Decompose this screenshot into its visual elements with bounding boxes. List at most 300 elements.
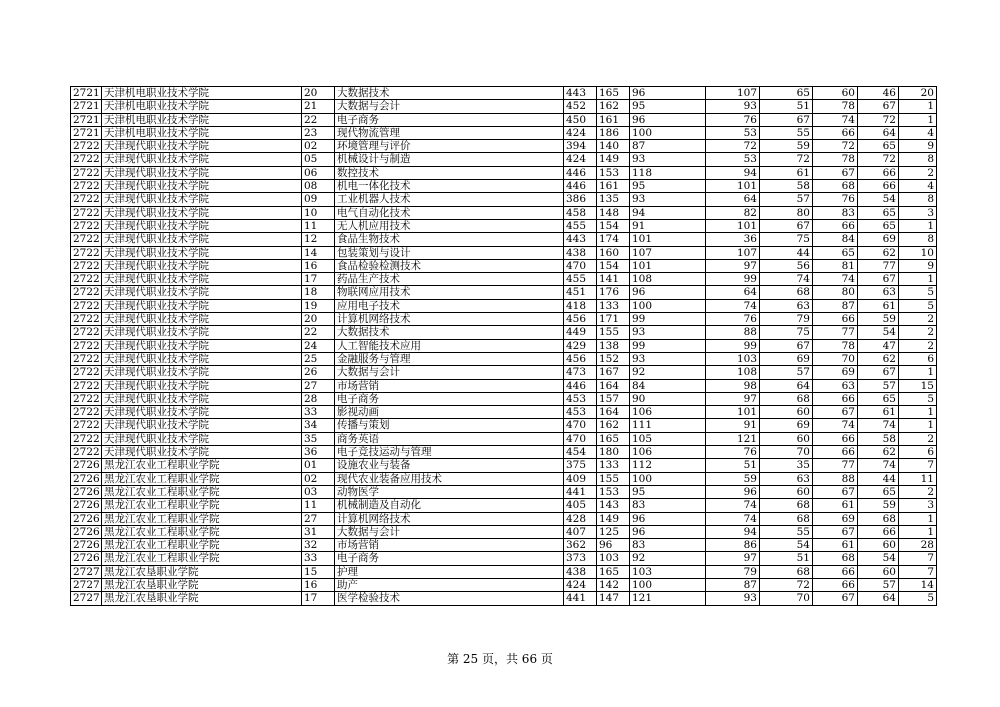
cell-major-name: 现代农业装备应用技术 <box>335 472 564 485</box>
table-row <box>71 273 937 286</box>
cell-score-total: 451 <box>564 286 597 299</box>
cell-score-a: 153 <box>597 166 630 179</box>
cell-score-c: 53 <box>706 153 760 166</box>
cell-major-name: 金融服务与管理 <box>335 352 564 365</box>
cell-score-d: 64 <box>760 379 813 392</box>
cell-score-f: 67 <box>858 273 899 286</box>
cell-score-b: 99 <box>630 339 706 352</box>
cell-major-code: 20 <box>302 87 335 100</box>
table-row <box>71 432 937 445</box>
cell-score-c: 107 <box>706 87 760 100</box>
cell-major-name: 大数据技术 <box>335 326 564 339</box>
cell-count: 1 <box>899 366 937 379</box>
cell-score-e: 63 <box>813 379 858 392</box>
cell-count: 11 <box>899 472 937 485</box>
cell-school-name: 黑龙江农业工程职业学院 <box>102 539 302 552</box>
cell-count: 5 <box>899 299 937 312</box>
cell-major-name: 食品生物技术 <box>335 233 564 246</box>
cell-count: 9 <box>899 259 937 272</box>
cell-score-a: 147 <box>597 592 630 605</box>
cell-score-e: 74 <box>813 273 858 286</box>
cell-score-e: 78 <box>813 153 858 166</box>
cell-score-e: 65 <box>813 246 858 259</box>
cell-count: 15 <box>899 379 937 392</box>
cell-score-f: 62 <box>858 352 899 365</box>
cell-school-code: 2722 <box>71 286 102 299</box>
cell-score-b: 99 <box>630 313 706 326</box>
cell-count: 2 <box>899 326 937 339</box>
cell-major-name: 传播与策划 <box>335 419 564 432</box>
cell-score-total: 438 <box>564 565 597 578</box>
cell-score-total: 456 <box>564 352 597 365</box>
cell-score-d: 67 <box>760 113 813 126</box>
cell-score-b: 96 <box>630 512 706 525</box>
cell-school-name: 天津现代职业技术学院 <box>102 379 302 392</box>
cell-score-f: 47 <box>858 339 899 352</box>
cell-score-b: 118 <box>630 166 706 179</box>
cell-score-f: 77 <box>858 259 899 272</box>
cell-school-code: 2722 <box>71 193 102 206</box>
table-row <box>71 286 937 299</box>
cell-score-c: 87 <box>706 578 760 591</box>
cell-school-name: 黑龙江农业工程职业学院 <box>102 459 302 472</box>
cell-score-f: 59 <box>858 313 899 326</box>
cell-school-name: 天津现代职业技术学院 <box>102 286 302 299</box>
cell-score-c: 82 <box>706 206 760 219</box>
cell-score-b: 91 <box>630 219 706 232</box>
cell-score-d: 55 <box>760 525 813 538</box>
cell-score-d: 68 <box>760 512 813 525</box>
cell-major-code: 06 <box>302 166 335 179</box>
cell-count: 1 <box>899 419 937 432</box>
cell-score-c: 91 <box>706 419 760 432</box>
cell-score-f: 57 <box>858 379 899 392</box>
cell-major-code: 21 <box>302 100 335 113</box>
cell-major-name: 计算机网络技术 <box>335 512 564 525</box>
cell-score-d: 68 <box>760 286 813 299</box>
cell-score-b: 93 <box>630 153 706 166</box>
cell-score-d: 63 <box>760 299 813 312</box>
cell-score-c: 121 <box>706 432 760 445</box>
table-row <box>71 525 937 538</box>
cell-score-e: 68 <box>813 552 858 565</box>
cell-score-b: 96 <box>630 87 706 100</box>
cell-score-d: 72 <box>760 153 813 166</box>
cell-score-e: 66 <box>813 565 858 578</box>
table-row <box>71 499 937 512</box>
cell-score-a: 154 <box>597 259 630 272</box>
cell-score-d: 35 <box>760 459 813 472</box>
cell-school-name: 天津现代职业技术学院 <box>102 273 302 286</box>
cell-score-a: 165 <box>597 432 630 445</box>
cell-school-name: 天津现代职业技术学院 <box>102 406 302 419</box>
cell-score-e: 72 <box>813 140 858 153</box>
cell-score-a: 148 <box>597 206 630 219</box>
cell-major-code: 35 <box>302 432 335 445</box>
cell-major-name: 医学检验技术 <box>335 592 564 605</box>
cell-major-name: 药品生产技术 <box>335 273 564 286</box>
cell-score-c: 108 <box>706 366 760 379</box>
cell-score-a: 164 <box>597 406 630 419</box>
cell-score-d: 69 <box>760 352 813 365</box>
cell-major-name: 包装策划与设计 <box>335 246 564 259</box>
cell-major-name: 大数据与会计 <box>335 366 564 379</box>
cell-score-d: 68 <box>760 392 813 405</box>
cell-school-name: 黑龙江农垦职业学院 <box>102 592 302 605</box>
cell-score-e: 74 <box>813 419 858 432</box>
cell-score-c: 74 <box>706 512 760 525</box>
cell-score-d: 60 <box>760 432 813 445</box>
cell-score-total: 443 <box>564 233 597 246</box>
cell-score-a: 140 <box>597 140 630 153</box>
cell-school-name: 天津现代职业技术学院 <box>102 392 302 405</box>
cell-count: 7 <box>899 565 937 578</box>
cell-school-name: 天津现代职业技术学院 <box>102 166 302 179</box>
table-row <box>71 140 937 153</box>
cell-score-c: 79 <box>706 565 760 578</box>
cell-count: 6 <box>899 446 937 459</box>
cell-school-code: 2722 <box>71 273 102 286</box>
cell-score-c: 99 <box>706 339 760 352</box>
cell-score-d: 60 <box>760 406 813 419</box>
cell-score-a: 143 <box>597 499 630 512</box>
cell-score-d: 79 <box>760 313 813 326</box>
cell-school-code: 2727 <box>71 592 102 605</box>
cell-count: 6 <box>899 352 937 365</box>
cell-score-a: 96 <box>597 539 630 552</box>
table-row <box>71 406 937 419</box>
cell-score-f: 61 <box>858 406 899 419</box>
cell-score-b: 90 <box>630 392 706 405</box>
cell-school-code: 2727 <box>71 565 102 578</box>
cell-score-e: 69 <box>813 512 858 525</box>
cell-school-code: 2722 <box>71 206 102 219</box>
cell-school-code: 2722 <box>71 299 102 312</box>
cell-score-e: 66 <box>813 313 858 326</box>
cell-score-c: 51 <box>706 459 760 472</box>
cell-score-a: 152 <box>597 352 630 365</box>
cell-school-code: 2722 <box>71 339 102 352</box>
cell-score-b: 108 <box>630 273 706 286</box>
cell-major-name: 电子商务 <box>335 113 564 126</box>
cell-score-total: 470 <box>564 432 597 445</box>
table-row <box>71 153 937 166</box>
cell-score-c: 97 <box>706 552 760 565</box>
cell-score-b: 106 <box>630 446 706 459</box>
cell-score-e: 78 <box>813 100 858 113</box>
cell-score-c: 98 <box>706 379 760 392</box>
cell-school-code: 2726 <box>71 485 102 498</box>
cell-score-e: 74 <box>813 113 858 126</box>
cell-school-code: 2722 <box>71 259 102 272</box>
cell-school-name: 天津现代职业技术学院 <box>102 193 302 206</box>
cell-score-a: 153 <box>597 485 630 498</box>
cell-score-f: 60 <box>858 565 899 578</box>
cell-count: 2 <box>899 313 937 326</box>
cell-score-total: 446 <box>564 166 597 179</box>
cell-score-f: 67 <box>858 100 899 113</box>
cell-school-code: 2722 <box>71 379 102 392</box>
table-row <box>71 565 937 578</box>
cell-major-code: 05 <box>302 153 335 166</box>
cell-score-total: 373 <box>564 552 597 565</box>
cell-major-code: 16 <box>302 259 335 272</box>
cell-count: 14 <box>899 578 937 591</box>
cell-count: 1 <box>899 406 937 419</box>
cell-score-c: 64 <box>706 286 760 299</box>
cell-school-name: 天津现代职业技术学院 <box>102 366 302 379</box>
table-row <box>71 100 937 113</box>
cell-count: 2 <box>899 432 937 445</box>
cell-count: 1 <box>899 219 937 232</box>
cell-school-name: 黑龙江农业工程职业学院 <box>102 472 302 485</box>
cell-score-c: 86 <box>706 539 760 552</box>
cell-major-name: 人工智能技术应用 <box>335 339 564 352</box>
cell-major-code: 08 <box>302 180 335 193</box>
cell-score-c: 101 <box>706 219 760 232</box>
cell-school-code: 2726 <box>71 539 102 552</box>
cell-score-e: 67 <box>813 525 858 538</box>
cell-score-a: 133 <box>597 299 630 312</box>
cell-score-e: 66 <box>813 446 858 459</box>
cell-score-a: 162 <box>597 100 630 113</box>
cell-score-f: 62 <box>858 246 899 259</box>
cell-score-b: 100 <box>630 299 706 312</box>
cell-major-name: 影视动画 <box>335 406 564 419</box>
cell-score-d: 57 <box>760 193 813 206</box>
cell-score-f: 58 <box>858 432 899 445</box>
cell-major-name: 电子商务 <box>335 392 564 405</box>
cell-major-code: 23 <box>302 126 335 139</box>
cell-school-name: 天津现代职业技术学院 <box>102 352 302 365</box>
cell-score-total: 456 <box>564 313 597 326</box>
cell-count: 8 <box>899 233 937 246</box>
table-row <box>71 552 937 565</box>
cell-score-total: 441 <box>564 592 597 605</box>
cell-major-code: 09 <box>302 193 335 206</box>
cell-score-f: 46 <box>858 87 899 100</box>
cell-score-total: 470 <box>564 259 597 272</box>
cell-score-f: 61 <box>858 299 899 312</box>
cell-score-total: 394 <box>564 140 597 153</box>
table-row <box>71 313 937 326</box>
table-row <box>71 459 937 472</box>
cell-score-f: 66 <box>858 166 899 179</box>
cell-score-a: 157 <box>597 392 630 405</box>
cell-count: 20 <box>899 87 937 100</box>
cell-score-d: 69 <box>760 419 813 432</box>
cell-major-name: 动物医学 <box>335 485 564 498</box>
cell-score-total: 441 <box>564 485 597 498</box>
cell-school-name: 天津机电职业技术学院 <box>102 100 302 113</box>
cell-score-a: 180 <box>597 446 630 459</box>
cell-school-name: 黑龙江农垦职业学院 <box>102 578 302 591</box>
cell-score-d: 55 <box>760 126 813 139</box>
cell-major-code: 31 <box>302 525 335 538</box>
cell-score-b: 101 <box>630 259 706 272</box>
cell-major-name: 电气自动化技术 <box>335 206 564 219</box>
cell-major-code: 19 <box>302 299 335 312</box>
cell-school-name: 黑龙江农业工程职业学院 <box>102 552 302 565</box>
cell-major-name: 食品检验检测技术 <box>335 259 564 272</box>
cell-count: 8 <box>899 153 937 166</box>
cell-major-name: 大数据与会计 <box>335 100 564 113</box>
cell-major-code: 17 <box>302 592 335 605</box>
cell-score-f: 54 <box>858 193 899 206</box>
cell-score-total: 418 <box>564 299 597 312</box>
cell-score-f: 63 <box>858 286 899 299</box>
cell-major-name: 应用电子技术 <box>335 299 564 312</box>
cell-score-total: 405 <box>564 499 597 512</box>
cell-score-e: 80 <box>813 286 858 299</box>
cell-score-e: 84 <box>813 233 858 246</box>
cell-score-e: 68 <box>813 180 858 193</box>
cell-score-f: 65 <box>858 392 899 405</box>
table-row <box>71 512 937 525</box>
cell-score-b: 95 <box>630 485 706 498</box>
cell-school-code: 2726 <box>71 472 102 485</box>
cell-major-name: 环境管理与评价 <box>335 140 564 153</box>
cell-score-b: 105 <box>630 432 706 445</box>
cell-major-code: 34 <box>302 419 335 432</box>
cell-school-name: 天津现代职业技术学院 <box>102 180 302 193</box>
cell-major-code: 10 <box>302 206 335 219</box>
cell-score-e: 66 <box>813 219 858 232</box>
cell-score-f: 57 <box>858 578 899 591</box>
cell-score-b: 83 <box>630 539 706 552</box>
cell-score-a: 103 <box>597 552 630 565</box>
cell-major-code: 12 <box>302 233 335 246</box>
cell-score-b: 93 <box>630 193 706 206</box>
table-row <box>71 485 937 498</box>
cell-score-b: 121 <box>630 592 706 605</box>
cell-score-e: 66 <box>813 392 858 405</box>
cell-major-code: 18 <box>302 286 335 299</box>
cell-score-d: 58 <box>760 180 813 193</box>
cell-score-b: 100 <box>630 472 706 485</box>
cell-score-f: 66 <box>858 180 899 193</box>
cell-score-b: 111 <box>630 419 706 432</box>
cell-score-d: 51 <box>760 100 813 113</box>
cell-score-f: 65 <box>858 206 899 219</box>
cell-score-a: 186 <box>597 126 630 139</box>
cell-score-b: 96 <box>630 286 706 299</box>
cell-score-e: 70 <box>813 352 858 365</box>
cell-major-name: 数控技术 <box>335 166 564 179</box>
cell-score-total: 453 <box>564 406 597 419</box>
cell-score-d: 75 <box>760 233 813 246</box>
cell-score-f: 60 <box>858 539 899 552</box>
table-row <box>71 259 937 272</box>
cell-major-name: 大数据与会计 <box>335 525 564 538</box>
cell-score-c: 88 <box>706 326 760 339</box>
cell-score-e: 83 <box>813 206 858 219</box>
cell-score-e: 88 <box>813 472 858 485</box>
cell-score-c: 107 <box>706 246 760 259</box>
cell-count: 2 <box>899 485 937 498</box>
cell-school-code: 2722 <box>71 219 102 232</box>
cell-score-total: 473 <box>564 366 597 379</box>
cell-score-b: 87 <box>630 140 706 153</box>
cell-score-f: 65 <box>858 140 899 153</box>
cell-score-f: 62 <box>858 446 899 459</box>
cell-score-d: 65 <box>760 87 813 100</box>
cell-school-name: 天津现代职业技术学院 <box>102 153 302 166</box>
cell-major-name: 电子竞技运动与管理 <box>335 446 564 459</box>
cell-school-name: 天津现代职业技术学院 <box>102 299 302 312</box>
cell-major-code: 14 <box>302 246 335 259</box>
cell-count: 3 <box>899 206 937 219</box>
cell-school-name: 天津现代职业技术学院 <box>102 432 302 445</box>
cell-score-c: 96 <box>706 485 760 498</box>
cell-score-a: 135 <box>597 193 630 206</box>
cell-score-c: 97 <box>706 259 760 272</box>
cell-major-name: 护理 <box>335 565 564 578</box>
cell-score-e: 67 <box>813 406 858 419</box>
cell-score-total: 470 <box>564 419 597 432</box>
cell-score-d: 75 <box>760 326 813 339</box>
cell-score-d: 70 <box>760 446 813 459</box>
cell-major-code: 25 <box>302 352 335 365</box>
cell-score-c: 93 <box>706 100 760 113</box>
cell-score-b: 107 <box>630 246 706 259</box>
cell-school-code: 2726 <box>71 512 102 525</box>
cell-score-total: 443 <box>564 87 597 100</box>
cell-school-code: 2722 <box>71 432 102 445</box>
cell-major-code: 20 <box>302 313 335 326</box>
cell-score-c: 76 <box>706 446 760 459</box>
cell-school-name: 黑龙江农业工程职业学院 <box>102 499 302 512</box>
table-row <box>71 180 937 193</box>
cell-count: 1 <box>899 100 937 113</box>
cell-major-name: 电子商务 <box>335 552 564 565</box>
cell-score-c: 76 <box>706 313 760 326</box>
cell-school-code: 2722 <box>71 246 102 259</box>
cell-score-a: 125 <box>597 525 630 538</box>
cell-count: 4 <box>899 180 937 193</box>
cell-school-name: 天津现代职业技术学院 <box>102 233 302 246</box>
cell-count: 8 <box>899 193 937 206</box>
cell-score-a: 138 <box>597 339 630 352</box>
cell-score-b: 96 <box>630 113 706 126</box>
cell-score-a: 149 <box>597 153 630 166</box>
cell-score-e: 67 <box>813 166 858 179</box>
cell-school-name: 天津现代职业技术学院 <box>102 219 302 232</box>
cell-score-d: 54 <box>760 539 813 552</box>
cell-major-code: 15 <box>302 565 335 578</box>
cell-score-total: 446 <box>564 180 597 193</box>
cell-score-a: 155 <box>597 472 630 485</box>
cell-major-name: 大数据技术 <box>335 87 564 100</box>
cell-major-code: 32 <box>302 539 335 552</box>
cell-major-code: 33 <box>302 552 335 565</box>
cell-school-name: 黑龙江农业工程职业学院 <box>102 525 302 538</box>
table-row <box>71 113 937 126</box>
cell-score-c: 93 <box>706 592 760 605</box>
cell-count: 5 <box>899 286 937 299</box>
cell-score-c: 74 <box>706 499 760 512</box>
cell-major-name: 商务英语 <box>335 432 564 445</box>
cell-score-d: 70 <box>760 592 813 605</box>
cell-score-total: 424 <box>564 578 597 591</box>
cell-score-d: 80 <box>760 206 813 219</box>
cell-score-a: 141 <box>597 273 630 286</box>
table-row <box>71 233 937 246</box>
cell-major-code: 36 <box>302 446 335 459</box>
cell-score-f: 54 <box>858 552 899 565</box>
cell-score-total: 386 <box>564 193 597 206</box>
cell-school-code: 2721 <box>71 126 102 139</box>
